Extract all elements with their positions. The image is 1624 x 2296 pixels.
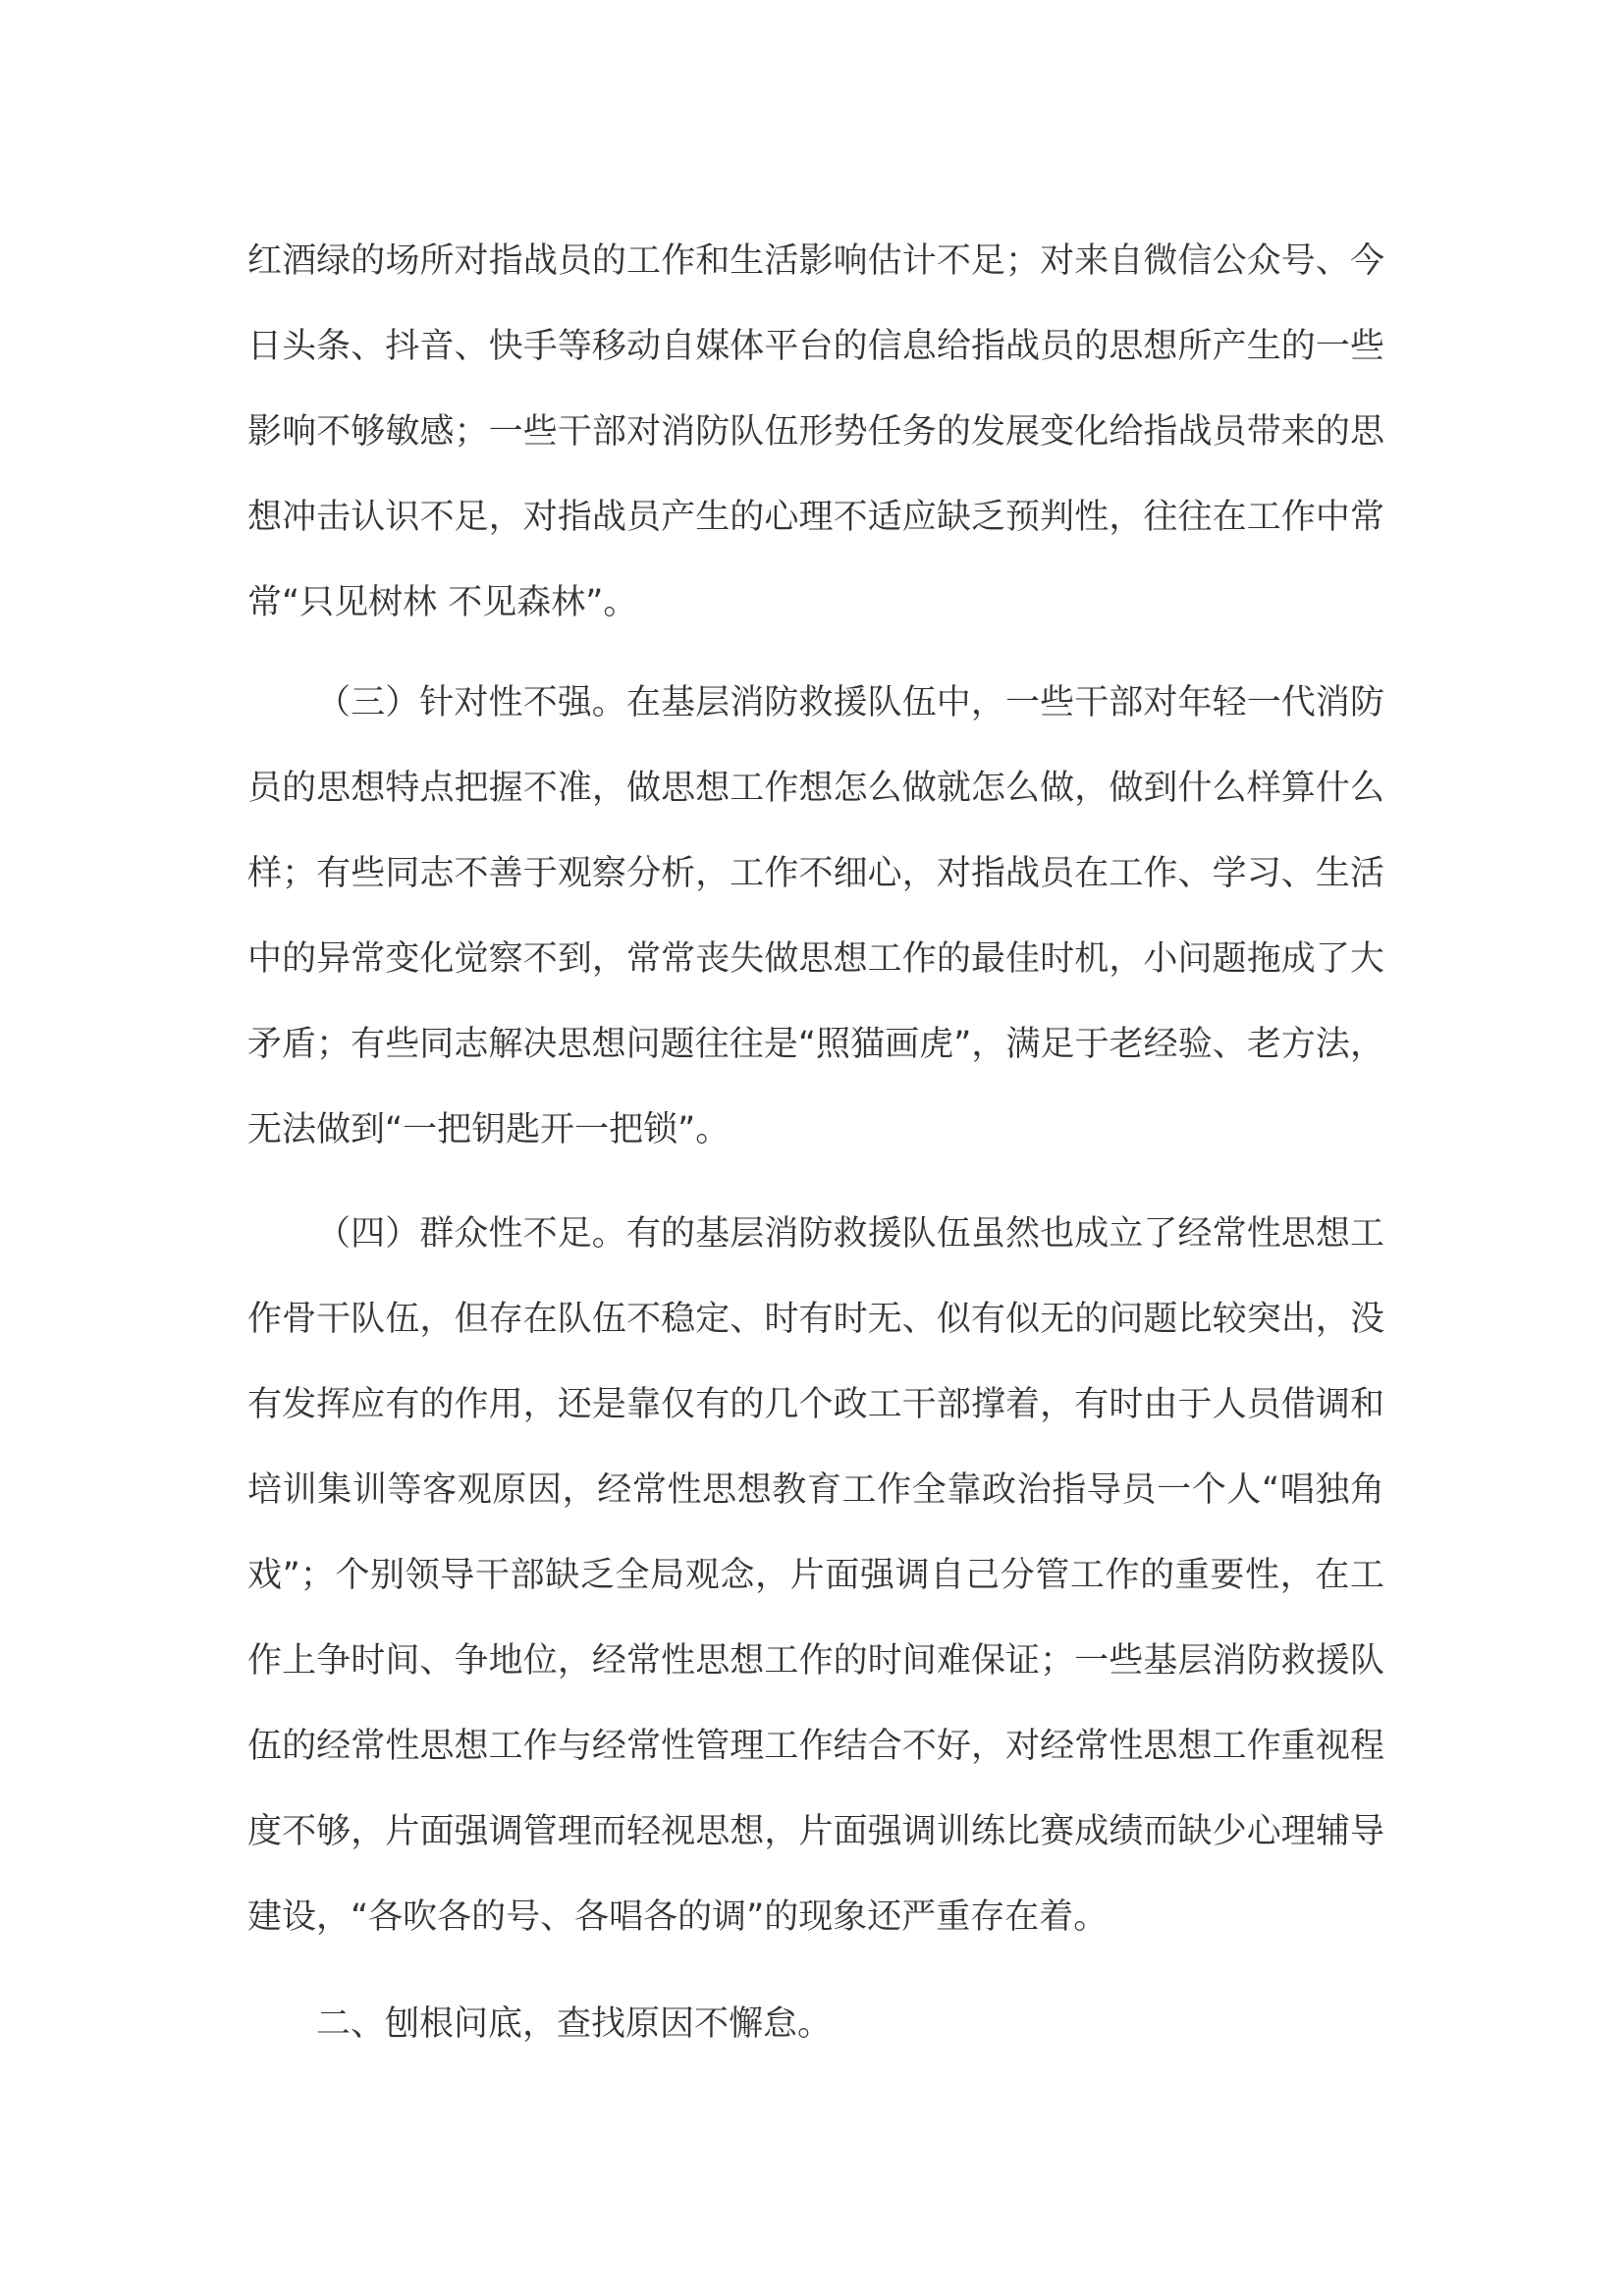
text-line: 样；有些同志不善于观察分析，工作不细心，对指战员在工作、学习、生活: [247, 854, 1384, 893]
text-line: 作上争时间、争地位，经常性思想工作的时间难保证；一些基层消防救援队: [247, 1641, 1384, 1681]
text-line: 红酒绿的场所对指战员的工作和生活影响估计不足；对来自微信公众号、今: [247, 241, 1384, 281]
text-line: 中的异常变化觉察不到，常常丧失做思想工作的最佳时机，小问题拖成了大: [247, 939, 1384, 979]
text-line: 无法做到“一把钥匙开一把锁”。: [247, 1110, 731, 1149]
text-line: （四）群众性不足。有的基层消防救援队伍虽然也成立了经常性思想工: [316, 1214, 1384, 1254]
text-line: 作骨干队伍，但存在队伍不稳定、时有时无、似有似无的问题比较突出，没: [247, 1300, 1384, 1339]
text-line: 戏”；个别领导干部缺乏全局观念，片面强调自己分管工作的重要性，在工: [247, 1556, 1384, 1595]
text-line: 度不够，片面强调管理而轻视思想，片面强调训练比赛成绩而缺少心理辅导: [247, 1812, 1384, 1851]
text-line: 建设，“各吹各的号、各唱各的调”的现象还严重存在着。: [247, 1897, 1109, 1937]
text-line: 员的思想特点把握不准，做思想工作想怎么做就怎么做，做到什么样算什么: [247, 769, 1384, 808]
text-line: 有发挥应有的作用，还是靠仅有的几个政工干部撑着，有时由于人员借调和: [247, 1385, 1384, 1424]
text-line: （三）针对性不强。在基层消防救援队伍中，一些干部对年轻一代消防: [316, 683, 1384, 722]
text-line: 伍的经常性思想工作与经常性管理工作结合不好，对经常性思想工作重视程: [247, 1727, 1384, 1766]
text-line: 日头条、抖音、快手等移动自媒体平台的信息给指战员的思想所产生的一些: [247, 327, 1384, 366]
text-line: 培训集训等客观原因，经常性思想教育工作全靠政治指导员一个人“唱独角: [247, 1470, 1384, 1510]
text-line: 矛盾；有些同志解决思想问题往往是“照猫画虎”，满足于老经验、老方法，: [247, 1025, 1384, 1064]
text-line: 影响不够敏感；一些干部对消防队伍形势任务的发展变化给指战员带来的思: [247, 412, 1384, 452]
text-line: 想冲击认识不足，对指战员产生的心理不适应缺乏预判性，往往在工作中常: [247, 498, 1384, 537]
section-heading: 二、刨根问底，查找原因不懈怠。: [316, 2004, 833, 2044]
text-line: 常“只见树林 不见森林”。: [247, 583, 638, 622]
